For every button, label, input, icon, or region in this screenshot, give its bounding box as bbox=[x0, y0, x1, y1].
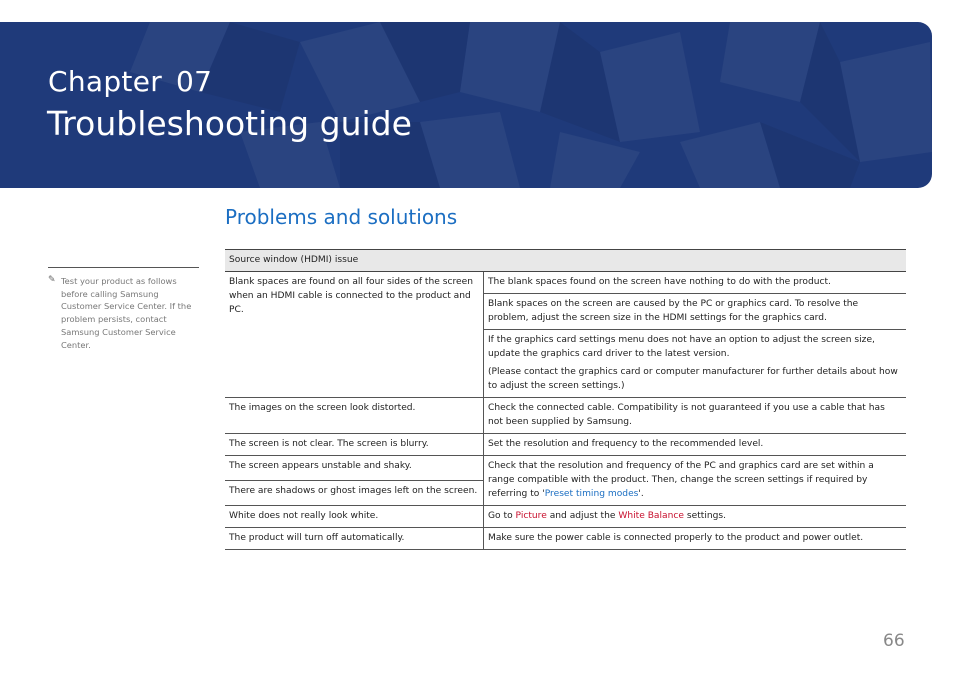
problem-cell: The images on the screen look distorted. bbox=[225, 398, 484, 434]
solution-paragraph: (Please contact the graphics card or computer manufacturer for further details about how to adjust the screen settings.) bbox=[488, 367, 898, 391]
table-row bbox=[225, 434, 906, 456]
white-balance-menu-term: White Balance bbox=[618, 511, 684, 521]
problem-cell: There are shadows or ghost images left on the screen. bbox=[225, 481, 484, 506]
solution-text: Check that the resolution and frequency of the PC and graphics card are set within a range compatible with the product. Then, change the screen settings if required by referring to ' bbox=[488, 461, 874, 499]
solution-text: Go to bbox=[488, 511, 516, 521]
table-row bbox=[225, 456, 906, 481]
solution-cell: Set the resolution and frequency to the recommended level. bbox=[484, 434, 907, 456]
chapter-label bbox=[48, 65, 212, 98]
solution-cell: Blank spaces on the screen are caused by the PC or graphics card. To resolve the problem, adjust the screen size in the HDMI settings for the graphics card. bbox=[484, 294, 907, 330]
section-title: Problems and solutions bbox=[225, 205, 458, 229]
table-row bbox=[225, 528, 906, 550]
preset-timing-modes-link[interactable]: Preset timing modes bbox=[544, 489, 639, 499]
page-number: 66 bbox=[883, 631, 905, 651]
table-row bbox=[225, 506, 906, 528]
sidebar-divider bbox=[48, 267, 199, 268]
solution-cell: The blank spaces found on the screen have nothing to do with the product. bbox=[484, 272, 907, 294]
pencil-icon: ✎ bbox=[48, 275, 56, 285]
solution-cell: Make sure the power cable is connected properly to the product and power outlet. bbox=[484, 528, 907, 550]
problem-cell: Blank spaces are found on all four sides of the screen when an HDMI cable is connected to the product and PC. bbox=[225, 272, 484, 398]
troubleshooting-table bbox=[225, 249, 906, 550]
chapter-number: 07 bbox=[176, 65, 213, 98]
problem-cell: White does not really look white. bbox=[225, 506, 484, 528]
solution-cell bbox=[484, 506, 907, 528]
table-row bbox=[225, 398, 906, 434]
picture-menu-term: Picture bbox=[515, 511, 547, 521]
solution-paragraph: If the graphics card settings menu does not have an option to adjust the screen size, update the graphics card driver to the latest version. bbox=[488, 335, 875, 359]
problem-cell: The screen is not clear. The screen is blurry. bbox=[225, 434, 484, 456]
solution-text: and adjust the bbox=[546, 511, 619, 521]
chapter-word: Chapter bbox=[48, 65, 163, 98]
chapter-banner bbox=[0, 22, 932, 188]
table-row bbox=[225, 272, 906, 294]
solution-cell bbox=[484, 456, 907, 506]
problem-cell: The screen appears unstable and shaky. bbox=[225, 456, 484, 481]
page-title: Troubleshooting guide bbox=[47, 104, 412, 143]
table-header-row bbox=[225, 250, 906, 272]
problem-cell: The product will turn off automatically. bbox=[225, 528, 484, 550]
solution-cell bbox=[484, 330, 907, 398]
solution-cell: Check the connected cable. Compatibility is not guaranteed if you use a cable that has not been supplied by Samsung. bbox=[484, 398, 907, 434]
sidebar-note: Test your product as follows before calling Samsung Customer Service Center. If the problem persists, contact Samsung Customer Service Center. bbox=[61, 276, 192, 350]
solution-text: settings. bbox=[683, 511, 727, 521]
solution-text: '. bbox=[638, 489, 644, 499]
table-header: Source window (HDMI) issue bbox=[225, 250, 906, 272]
